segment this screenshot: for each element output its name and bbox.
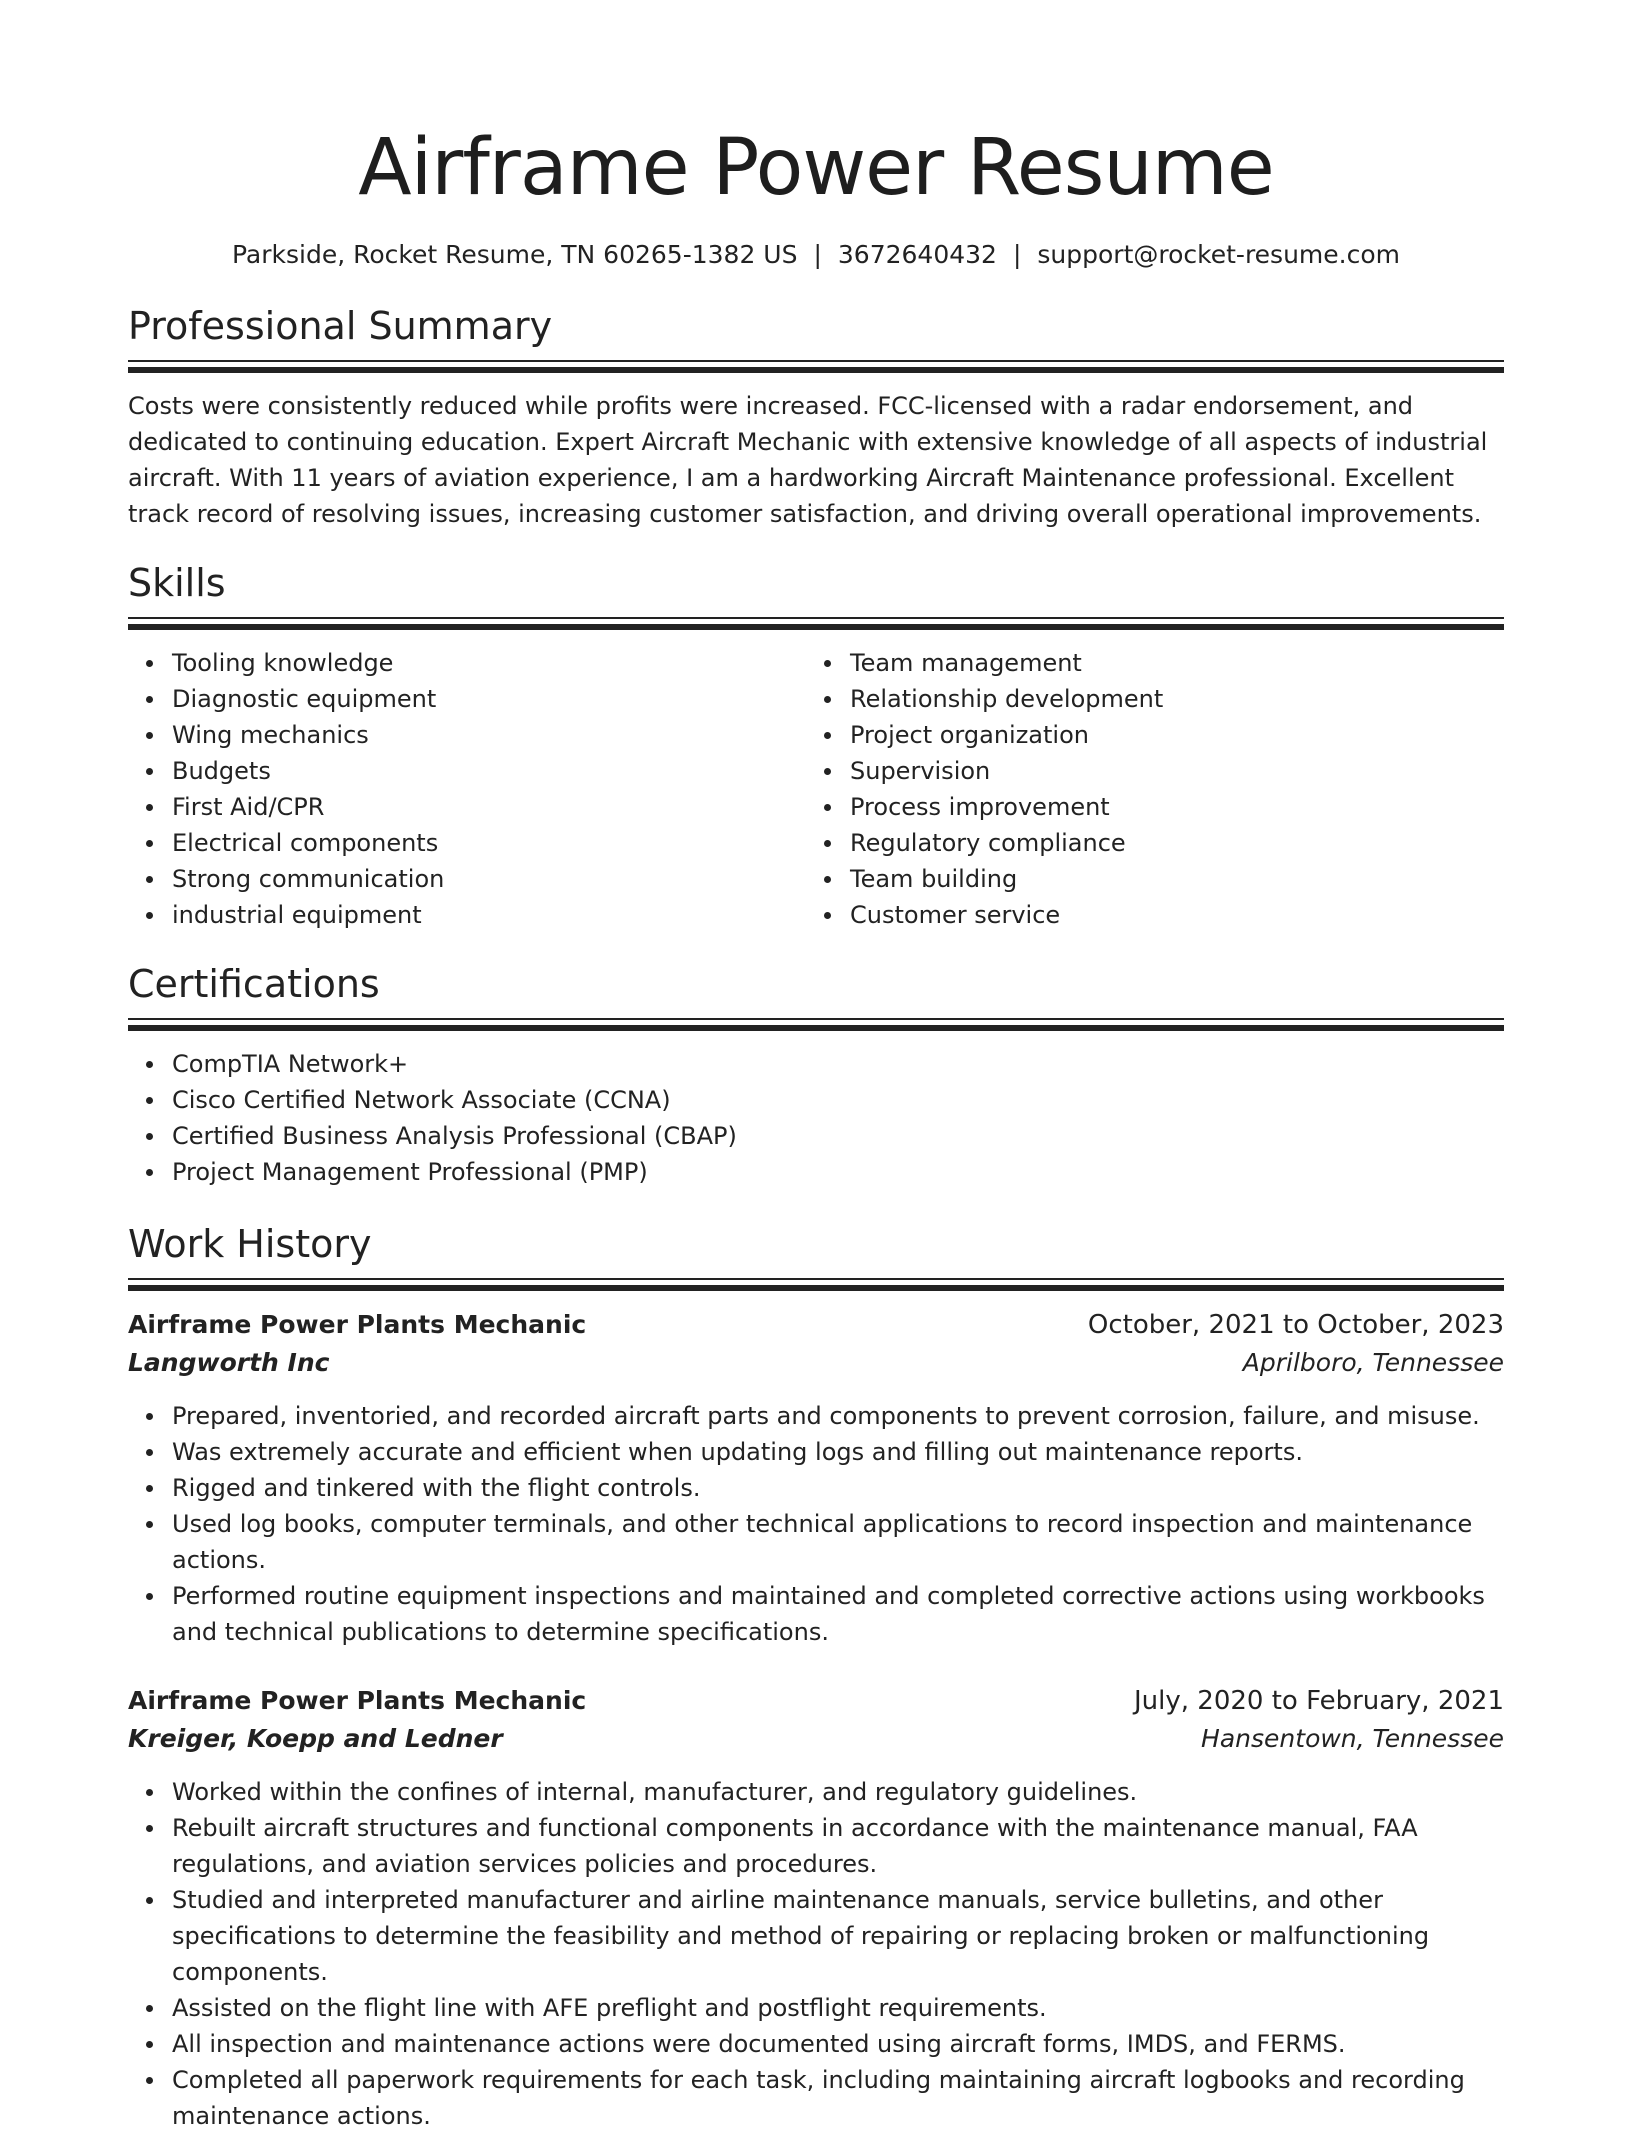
- job-dates: July, 2020 to February, 2021: [1134, 1686, 1504, 1716]
- skills-column-right: [806, 645, 1484, 933]
- contact-address: Parkside, Rocket Resume, TN 60265-1382 US: [231, 240, 798, 269]
- skills-grid: [128, 645, 1504, 933]
- skill-item: Electrical components: [172, 825, 806, 861]
- job-company: Kreiger, Koepp and Ledner: [128, 1724, 503, 1753]
- skill-item: Budgets: [172, 753, 806, 789]
- skill-item: Project organization: [850, 717, 1484, 753]
- summary-text: Costs were consistently reduced while profits were increased. FCC-licensed with a radar endorsement, and dedicated to continuing education. Expert Aircraft Mechanic with extensive knowledge of all aspects of industrial aircraft. With 11 years of aviation experience, I am a hardworking Aircraft Maintenance professional. Excellent track record of resolving issues, increasing customer satisfaction, and driving overall operational improvements.: [128, 392, 1488, 528]
- skill-item: Team building: [850, 861, 1484, 897]
- job-bullet: All inspection and maintenance actions were documented using aircraft forms, IMDS, and FERMS.: [172, 2026, 1504, 2062]
- section-divider: [128, 617, 1504, 631]
- job-bullet: Rigged and tinkered with the flight controls.: [172, 1470, 1504, 1506]
- job-bullets: [128, 1774, 1504, 2134]
- section-heading-certifications: Certifications: [128, 962, 380, 1006]
- resume-page: [128, 0, 1504, 2134]
- skill-item: Process improvement: [850, 789, 1484, 825]
- contact-separator: |: [813, 240, 822, 269]
- job-bullet: Performed routine equipment inspections and maintained and completed corrective actions using workbooks and technical publications to determine specifications.: [172, 1578, 1504, 1650]
- skill-item: industrial equipment: [172, 897, 806, 933]
- skills-list-right: [806, 645, 1484, 933]
- certifications-section: [128, 960, 1504, 1190]
- job-bullet: Worked within the confines of internal, manufacturer, and regulatory guidelines.: [172, 1774, 1504, 1810]
- job-bullet: Prepared, inventoried, and recorded aircraft parts and components to prevent corrosion, failure, and misuse.: [172, 1398, 1504, 1434]
- job-company: Langworth Inc: [128, 1348, 330, 1377]
- job-bullet: Assisted on the flight line with AFE preflight and postflight requirements.: [172, 1990, 1504, 2026]
- certification-item: Project Management Professional (PMP): [172, 1154, 1504, 1190]
- certifications-list: [128, 1046, 1504, 1190]
- job-dates: October, 2021 to October, 2023: [1087, 1310, 1504, 1340]
- skill-item: Tooling knowledge: [172, 645, 806, 681]
- job-location: Hansentown, Tennessee: [1201, 1724, 1504, 1753]
- skill-item: Diagnostic equipment: [172, 681, 806, 717]
- skill-item: Strong communication: [172, 861, 806, 897]
- job-entry: [128, 1306, 1504, 1650]
- section-heading-skills: Skills: [128, 561, 226, 605]
- certification-item: Certified Business Analysis Professional (CBAP): [172, 1118, 1504, 1154]
- job-bullet: Rebuilt aircraft structures and functional components in accordance with the maintenance manual, FAA regulations, and aviation services policies and procedures.: [172, 1810, 1504, 1882]
- skill-item: Wing mechanics: [172, 717, 806, 753]
- skill-item: Regulatory compliance: [850, 825, 1484, 861]
- contact-email: support@rocket-resume.com: [1037, 240, 1401, 269]
- work-history-section: [128, 1220, 1504, 2134]
- section-heading-work-history: Work History: [128, 1222, 372, 1266]
- certification-item: CompTIA Network+: [172, 1046, 1504, 1082]
- job-subheader: [128, 1344, 1504, 1382]
- skill-item: Team management: [850, 645, 1484, 681]
- job-bullets: [128, 1398, 1504, 1650]
- contact-separator: |: [1012, 240, 1022, 269]
- job-entry: [128, 1682, 1504, 2134]
- contact-phone: 3672640432: [837, 240, 997, 269]
- job-header: [128, 1306, 1504, 1344]
- job-title: Airframe Power Plants Mechanic: [128, 1686, 587, 1715]
- section-divider: [128, 360, 1504, 374]
- skill-item: Relationship development: [850, 681, 1484, 717]
- section-divider: [128, 1018, 1504, 1032]
- job-location: Aprilboro, Tennessee: [1242, 1348, 1504, 1377]
- job-bullet: Used log books, computer terminals, and other technical applications to record inspection and maintenance actions.: [172, 1506, 1504, 1578]
- job-bullet: Studied and interpreted manufacturer and airline maintenance manuals, service bulletins, and other specifications to determine the feasibility and method of repairing or replacing broken or malfunctioning components.: [172, 1882, 1504, 1990]
- skills-section: [128, 559, 1504, 933]
- skills-column-left: [128, 645, 806, 933]
- job-bullet: Completed all paperwork requirements for each task, including maintaining aircraft logbooks and recording maintenance actions.: [172, 2062, 1504, 2134]
- skills-list-left: [128, 645, 806, 933]
- job-bullet: Was extremely accurate and efficient when updating logs and filling out maintenance reports.: [172, 1434, 1504, 1470]
- resume-title: Airframe Power Resume: [358, 123, 1274, 213]
- section-heading-summary: Professional Summary: [128, 304, 553, 348]
- certification-item: Cisco Certified Network Associate (CCNA): [172, 1082, 1504, 1118]
- contact-line: [128, 238, 1504, 272]
- job-header: [128, 1682, 1504, 1720]
- summary-section: [128, 302, 1504, 532]
- job-subheader: [128, 1720, 1504, 1758]
- skill-item: First Aid/CPR: [172, 789, 806, 825]
- section-divider: [128, 1278, 1504, 1292]
- job-title: Airframe Power Plants Mechanic: [128, 1310, 587, 1339]
- skill-item: Supervision: [850, 753, 1484, 789]
- skill-item: Customer service: [850, 897, 1484, 933]
